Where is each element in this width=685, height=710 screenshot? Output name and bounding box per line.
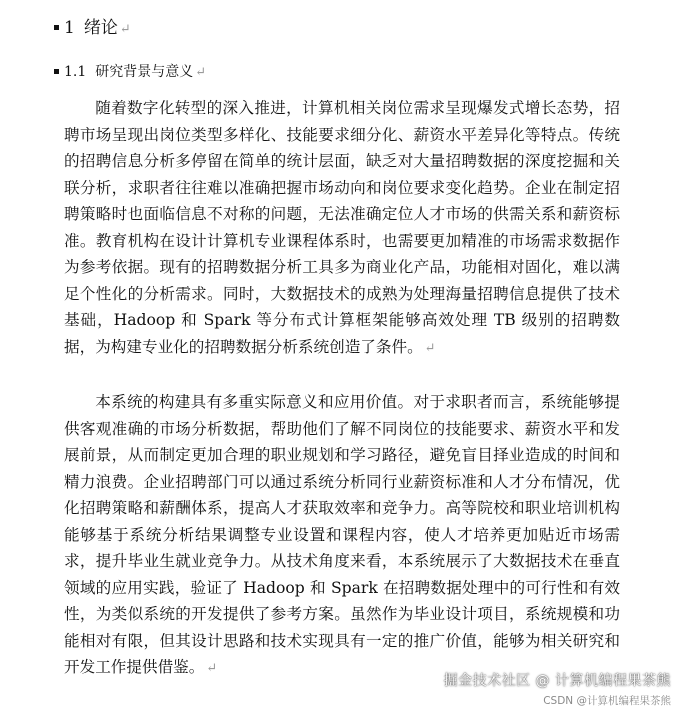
- csdn-watermark: CSDN @计算机编程果茶熊: [543, 695, 671, 707]
- paragraph-mark: ↵: [424, 340, 436, 356]
- heading-1-title: 绪论: [83, 18, 118, 38]
- body-paragraph-background: [64, 95, 620, 362]
- paragraph-mark: ↵: [195, 65, 207, 80]
- paragraph-mark: ↵: [119, 22, 131, 37]
- paragraph-mark: ↵: [206, 661, 218, 676]
- heading-level-2: [54, 59, 206, 86]
- paragraph-text: 本系统的构建具有多重实际意义和应用价值。对于求职者而言，系统能够提供客观准确的市场分析数据，帮助他们了解不同岗位的技能要求、薪资水平和发展前景，从而制定更加合理的职业规划和学习路径，避免盲目择业造成的时间和精力浪费。企业招聘部门可以通过系统分析同行业薪资标准和人才分布情况，优化招聘策略和薪酬体系，提高人才获取效率和竞争力。高等院校和职业培训机构能够基于系统分析结果调整专业设置和课程内容，使人才培养更加贴近市场需求，提升毕业生就业竞争力。从技术角度来看，本系统展示了大数据技术在垂直领域的应用实践，验证了 Hadoop 和 Spark 在招聘数据处理中的可行性和有效性，为类似系统的开发提供了参考方案。虽然作为毕业设计项目，系统规模和功能相对有限，但其设计思路和技术实现具有一定的推广价值，能够为相关研究和开发工作提供借鉴。: [64, 393, 620, 676]
- paragraph-text: 随着数字化转型的深入推进，计算机相关岗位需求呈现爆发式增长态势，招聘市场呈现出岗位类型多样化、技能要求细分化、薪资水平差异化等特点。传统的招聘信息分析多停留在简单的统计层面，缺乏对大量招聘数据的深度挖掘和关联分析，求职者往往难以准确把握市场动向和岗位要求变化趋势。企业在制定招聘策略时也面临信息不对称的问题，无法准确定位人才市场的供需关系和薪资标准。教育机构在设计计算机专业课程体系时，也需要更加精准的市场需求数据作为参考依据。现有的招聘数据分析工具多为商业化产品，功能相对固化，难以满足个性化的分析需求。同时，大数据技术的成熟为处理海量招聘信息提供了技术基础，Hadoop 和 Spark 等分布式计算框架能够高效处理 TB 级别的招聘数据，为构建专业化的招聘数据分析系统创造了条件。: [64, 99, 620, 356]
- heading-2-title: 研究背景与意义: [95, 64, 194, 80]
- heading-2-number: 1.1: [64, 64, 87, 80]
- heading-bullet: [54, 69, 59, 74]
- site-watermark: 掘金技术社区 @ 计算机编程果茶熊: [443, 673, 671, 689]
- heading-bullet: [54, 25, 59, 30]
- heading-1-number: 1: [64, 18, 75, 38]
- heading-level-1: [54, 14, 131, 44]
- body-paragraph-significance: [64, 389, 620, 683]
